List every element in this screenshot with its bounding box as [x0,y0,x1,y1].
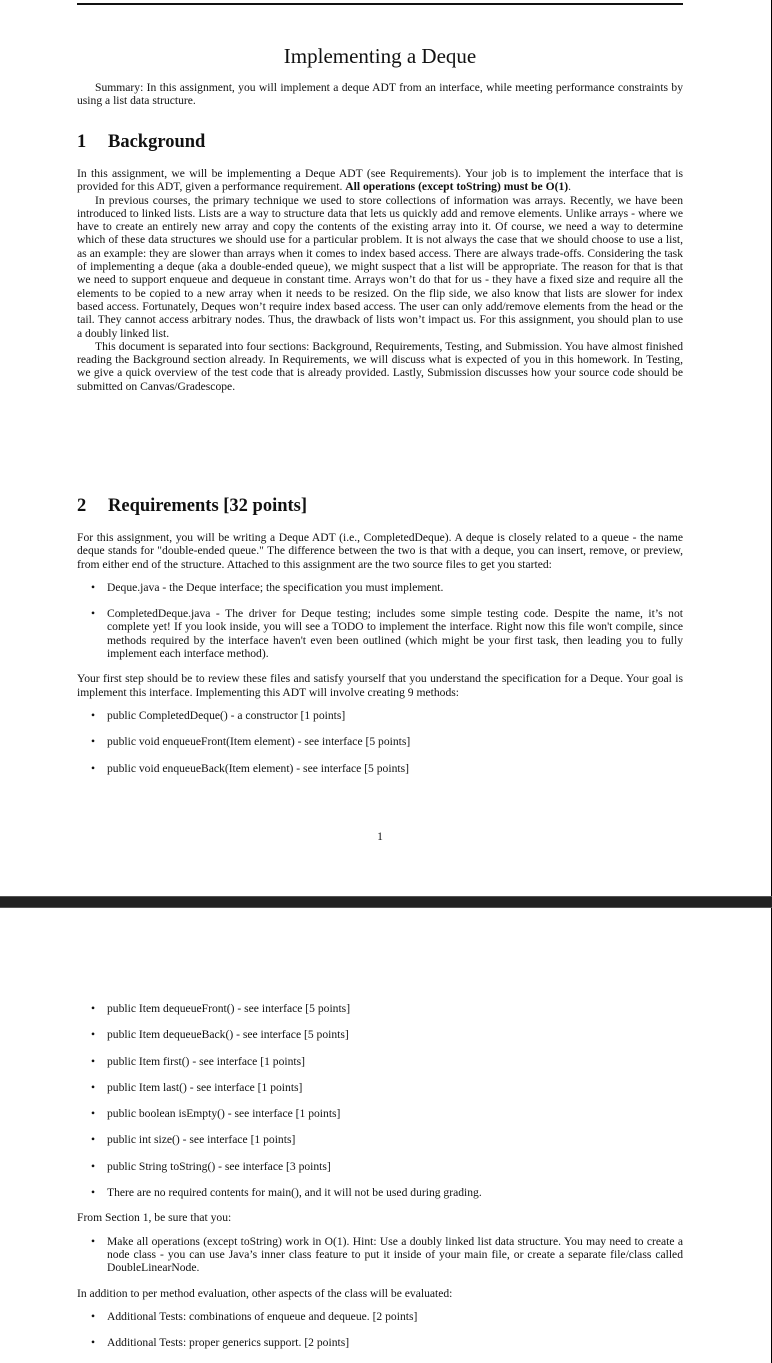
methods-intro: Your first step should be to review these files and satisfy yourself that you understand the specification for a Deque. Your goal is implement this interface. Implementing this ADT will involve creating 9 methods: [77,672,683,699]
list-item: • There are no required contents for main(), and it will not be used during grading. [77,1186,683,1199]
background-paragraph-2: In previous courses, the primary technique we used to store collections of information was arrays. Recently, we have been introduced to linked lists. Lists are a way to structure data that lets us quickly add and remove elements. Unlike arrays - where we have to create an entirely new array and copy the contents of the existing array into it. Of course, we need a way to determine which of these data structures we should use for a particular problem. It is not always the case that we should choose to use a list, as an example: they are slower than arrays when it comes to index based access. There are always trade-offs. Considering the task of implementing a deque (aka a double-ended queue), we might suspect that a list will be appropriate. The reason for that is that we need to support enqueue and dequeue in constant time. Arrays won’t do that for us - they have a fixed size and require all the elements to be copied to a new array when it needs to be resized. On the flip side, we also know that lists are slower for index based access. Fortunately, Deques won’t require index based access. The user can only add/remove elements from the head or the tail. They cannot access arbitrary nodes. Thus, the drawback of lists won’t impact us. For this assignment, you should plan to use a doubly linked list. [77,193,683,340]
section-number: 1 [77,132,87,152]
list-item: • public Item first() - see interface [1 points] [77,1055,683,1068]
list-item: • public CompletedDeque() - a constructor [1 points] [77,709,683,722]
section-heading-requirements [77,496,307,517]
list-item: • public void enqueueFront(Item element) - see interface [5 points] [77,735,683,748]
page-number: 1 [377,830,383,843]
background-body [77,167,683,393]
section-title: Requirements [32 points] [108,496,308,516]
text: . [568,180,572,194]
requirements-intro: For this assignment, you will be writing a Deque ADT (i.e., CompletedDeque). A deque is closely related to a queue - the name deque stands for "double-ended queue." The difference between the two is that with a deque, you can insert, remove, or preview, from either end of the structure. Attached to this assignment are the two source files to get you started: [77,531,683,571]
page-2 [0,908,772,1363]
additional-list [77,1310,683,1350]
methods-list [77,709,683,775]
list-item: • public String toString() - see interface [3 points] [77,1160,683,1173]
document-title: Implementing a Deque [283,44,477,68]
background-paragraph-1 [77,167,683,194]
section-heading-background [77,132,205,153]
summary: Summary: In this assignment, you will implement a deque ADT from an interface, while meeting performance constraints by using a list data structure. [77,81,683,108]
additional-intro: In addition to per method evaluation, other aspects of the class will be evaluated: [77,1286,453,1300]
top-rule [77,3,683,5]
section-title: Background [108,132,206,152]
bold-requirement: All operations (except toString) must be O(1) [345,180,569,194]
list-item: • Additional Tests: combinations of enqueue and dequeue. [2 points] [77,1310,683,1323]
list-item: • Deque.java - the Deque interface; the specification you must implement. [77,581,683,594]
list-item: • public boolean isEmpty() - see interface [1 points] [77,1107,683,1120]
list-item: • public Item dequeueFront() - see interface [5 points] [77,1002,683,1015]
list-item: • public int size() - see interface [1 points] [77,1133,683,1146]
list-item: • public void enqueueBack(Item element) - see interface [5 points] [77,762,683,775]
list-item: • CompletedDeque.java - The driver for Deque testing; includes some simple testing code. Despite the name, it’s not complete yet! If you look inside, you will see a TODO to implement the interface. Right now this file won't compile, since methods required by the interface haven't even been outlined (which might be your first task, then leading you to fully implement each interface method). [77,607,683,660]
section-number: 2 [77,496,87,516]
from-section-intro: From Section 1, be sure that you: [77,1211,232,1225]
text: In this assignment, we will be implementing a Deque ADT (see Requirements). Your job is to implement the interface that is provided for this ADT, given a performance requirement. [77,167,683,194]
from-section-list [77,1235,683,1275]
background-paragraph-3: This document is separated into four sections: Background, Requirements, Testing, and Submission. You have almost finished reading the Background section already. In Requirements, we will discuss what is expected of you in this homework. In Testing, we give a quick overview of the test code that is already provided. Lastly, Submission discusses how your source code should be submitted on Canvas/Gradescope. [77,339,683,393]
methods-list-continued [77,1002,683,1199]
list-item: • public Item dequeueBack() - see interface [5 points] [77,1028,683,1041]
list-item: • Make all operations (except toString) work in O(1). Hint: Use a doubly linked list data structure. You may need to create a node class - you can use Java’s inner class feature to put it inside of your main file, or create a separate file/class called DoubleLinearNode. [77,1235,683,1275]
source-files-list [77,581,683,660]
list-item: • public Item last() - see interface [1 points] [77,1081,683,1094]
requirements-body [77,531,683,788]
page-separator [0,896,772,908]
requirements-continued [77,1002,683,1362]
list-item: • Additional Tests: proper generics support. [2 points] [77,1336,683,1349]
